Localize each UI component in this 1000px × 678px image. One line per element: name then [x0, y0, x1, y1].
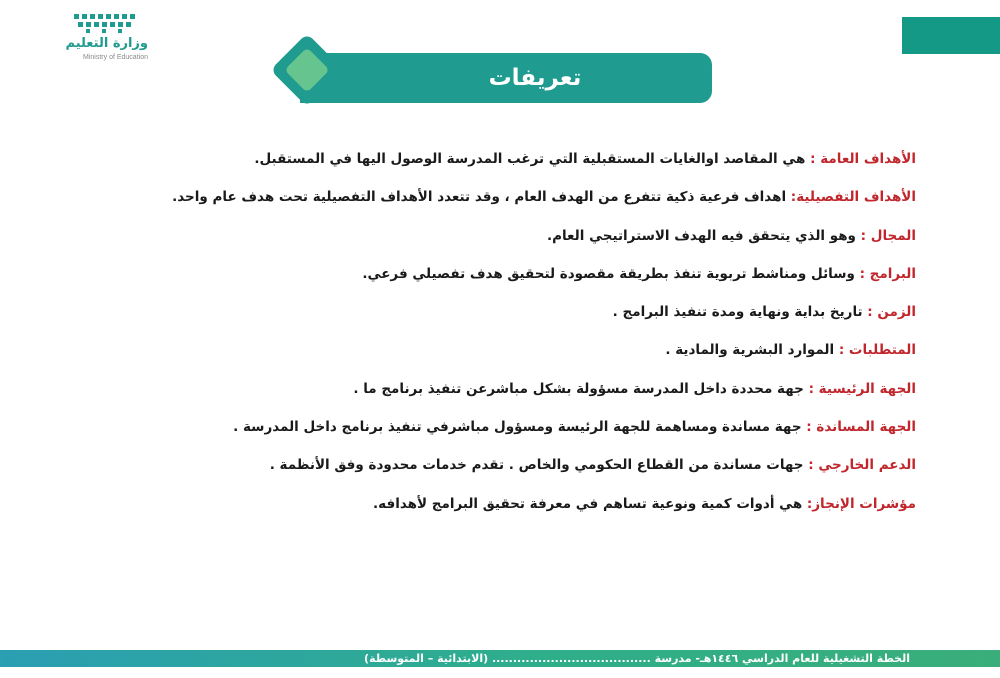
definition-item	[150, 299, 916, 337]
definition-term: الجهة المساندة :	[806, 419, 916, 436]
definitions-list	[150, 146, 916, 529]
definition-term: الزمن :	[867, 304, 916, 321]
corner-accent-block	[902, 17, 1000, 54]
definition-term: المجال :	[860, 227, 916, 244]
page-title: تعريفات	[488, 65, 582, 91]
definition-item	[150, 261, 916, 299]
ministry-logo	[38, 10, 148, 62]
logo-english-text: Ministry of Education	[83, 54, 148, 61]
logo-dots-icon	[72, 12, 138, 34]
definition-text: وسائل ومناشط تربوية تنفذ بطريقة مقصودة لتحقيق هدف تفصيلي فرعي.	[362, 265, 860, 282]
definition-text: هي أدوات كمية ونوعية تساهم في معرفة تحقيق البرامج لأهدافه.	[373, 495, 807, 512]
definition-item	[150, 491, 916, 529]
definition-term: الأهداف العامة :	[810, 151, 916, 167]
definition-text: تاريخ بداية ونهاية ومدة تنفيذ البرامج .	[612, 304, 868, 321]
definition-item	[150, 184, 916, 222]
definition-text: اهداف فرعية ذكية تتفرع من الهدف العام ، وقد تتعدد الأهداف التفصيلية تحت هدف عام واحد.	[172, 189, 791, 206]
footer-text: الخطة التشغيلية للعام الدراسي ١٤٤٦هـ- مدرسة ...................................... (الابتدائية – المتوسطة)	[364, 652, 910, 665]
definition-item	[150, 337, 916, 375]
definition-term: مؤشرات الإنجاز:	[806, 495, 916, 512]
definition-text: جهة مساندة ومساهمة للجهة الرئيسة ومسؤول مباشرفي تنفيذ برنامج داخل المدرسة .	[233, 419, 807, 436]
definition-item	[150, 146, 916, 184]
definition-term: البرامج :	[859, 265, 916, 282]
definition-text: جهة محددة داخل المدرسة مسؤولة بشكل مباشرعن تنفيذ برنامج ما .	[353, 380, 809, 397]
definition-term: الجهة الرئيسية :	[808, 380, 916, 397]
definition-text: جهات مساندة من القطاع الحكومي والخاص . تقدم خدمات محدودة وفق الأنظمة .	[269, 457, 809, 474]
definition-item	[150, 452, 916, 490]
definition-term: الدعم الخارجي :	[808, 457, 916, 474]
definition-text: وهو الذي يتحقق فيه الهدف الاستراتيجي العام.	[546, 227, 861, 244]
definition-term: المتطلبات :	[838, 342, 916, 359]
definition-item	[150, 223, 916, 261]
definition-term: الأهداف التفصيلية:	[790, 189, 916, 206]
definition-text: هي المقاصد اوالغايات المستقبلية التي ترغب المدرسة الوصول اليها في المستقبل.	[254, 151, 811, 167]
definition-text: الموارد البشرية والمادية .	[665, 342, 839, 359]
logo-arabic-text: وزارة التعليم	[65, 36, 148, 51]
definition-item	[150, 414, 916, 452]
definition-item	[150, 376, 916, 414]
